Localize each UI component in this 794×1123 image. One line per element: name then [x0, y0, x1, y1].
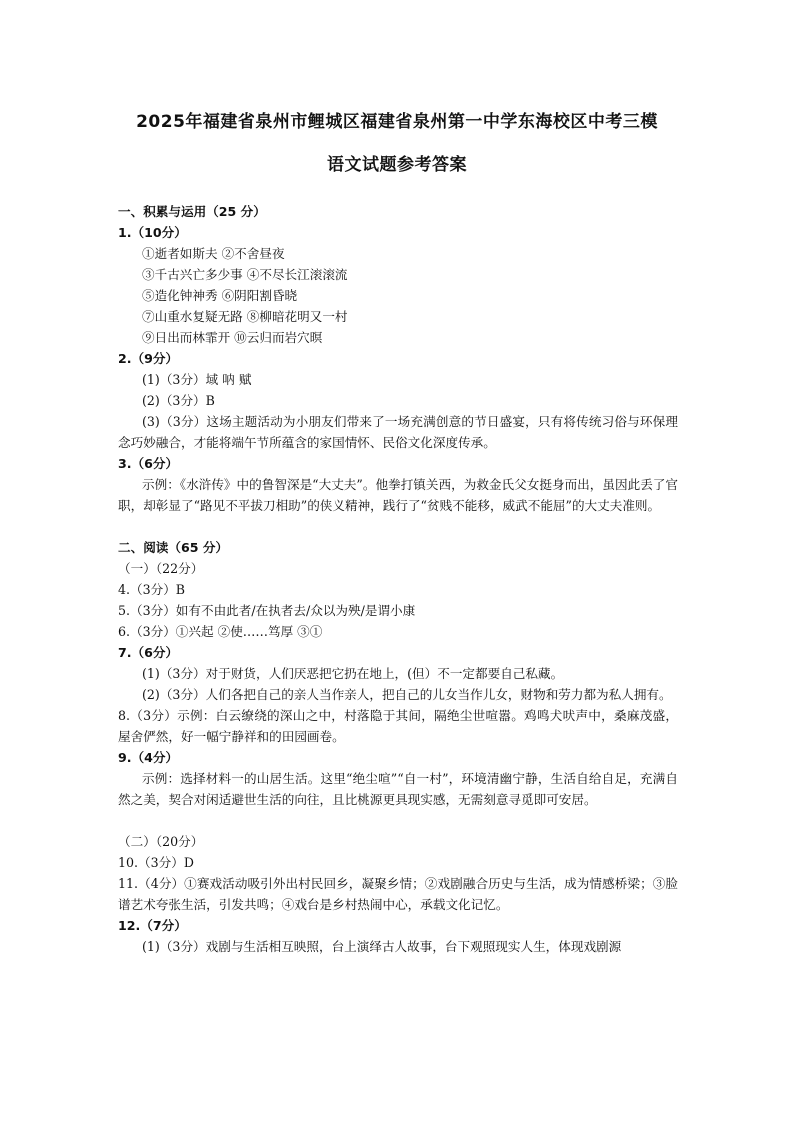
question-label: 12.（7分）	[118, 918, 187, 933]
answer-paragraph: (3)（3分）这场主题活动为小朋友们带来了一场充满创意的节日盛宴，只有将传统习俗与环保理念巧妙融合，才能将端午节所蕴含的家国情怀、民俗文化深度传承。	[118, 414, 678, 450]
answer-paragraph: 示例：选择材料一的山居生活。这里“绝尘喧”“自一村”，环境清幽宁静，生活自给自足，充满自然之美，契合对闲适避世生活的向往，且比桃源更具现实感，无需刻意寻觅即可安居。	[118, 771, 678, 807]
answer-body	[118, 201, 678, 957]
answer-line: (1)（3分）域 呐 赋	[142, 372, 252, 387]
question-label: 7.（6分）	[118, 645, 179, 660]
question-label: 9.（4分）	[118, 750, 179, 765]
question-label: 2.（9分）	[118, 351, 179, 366]
part-heading: （二）（20分）	[118, 834, 204, 849]
question-label: 1.（10分）	[118, 225, 187, 240]
answer-line: ⑤造化钟神秀 ⑥阴阳割昏晓	[142, 288, 298, 303]
question-label: 3.（6分）	[118, 456, 179, 471]
answer-line: (2)（3分）B	[142, 393, 215, 408]
part-heading: （一）（22分）	[118, 561, 204, 576]
answer-paragraph: 11.（4分）①赛戏活动吸引外出村民回乡，凝聚乡情；②戏剧融合历史与生活，成为情感桥梁；③脸谱艺术夸张生活，引发共鸣；④戏台是乡村热闹中心，承载文化记忆。	[118, 876, 678, 912]
answer-line: 6.（3分）①兴起 ②使……笃厚 ③①	[118, 624, 323, 639]
answer-line: 10.（3分）D	[118, 855, 194, 870]
answer-line: (1)（3分）对于财货，人们厌恶把它扔在地上，(但）不一定都要自己私藏。	[142, 666, 564, 681]
answer-line: 5.（3分）如有不由此者/在执者去/众以为殃/是谓小康	[118, 603, 416, 618]
answer-paragraph: 示例：《水浒传》中的鲁智深是“大丈夫”。他拳打镇关西，为救金氏父女挺身而出，虽因此丢了官职，却彰显了“路见不平拔刀相助”的侠义精神，践行了“贫贱不能移，威武不能屈”的大丈夫准则。	[118, 477, 678, 513]
section-heading: 一、积累与运用（25 分）	[118, 204, 266, 219]
answer-line: ⑦山重水复疑无路 ⑧柳暗花明又一村	[142, 309, 348, 324]
document-subtitle: 语文试题参考答案	[327, 155, 467, 175]
spacer	[118, 516, 678, 537]
answer-line: ⑨日出而林霏开 ⑩云归而岩穴暝	[142, 330, 323, 345]
spacer	[118, 810, 678, 831]
answer-paragraph: (2)（3分）人们各把自己的亲人当作亲人，把自己的儿女当作儿女，财物和劳力都为私人拥有。	[142, 687, 672, 702]
section-heading: 二、阅读（65 分）	[118, 540, 229, 555]
answer-line: ③千古兴亡多少事 ④不尽长江滚滚流	[142, 267, 348, 282]
document-title: 2025年福建省泉州市鲤城区福建省泉州第一中学东海校区中考三模	[136, 112, 658, 132]
answer-line: 4.（3分）B	[118, 582, 186, 597]
answer-line: (1)（3分）戏剧与生活相互映照，台上演绎古人故事，台下观照现实人生，体现戏剧源	[142, 939, 622, 954]
answer-line: ①逝者如斯夫 ②不舍昼夜	[142, 246, 285, 261]
answer-paragraph: 8.（3分）示例：白云缭绕的深山之中，村落隐于其间，隔绝尘世喧嚣。鸡鸣犬吠声中，桑麻茂盛，屋舍俨然，好一幅宁静祥和的田园画卷。	[118, 708, 678, 744]
